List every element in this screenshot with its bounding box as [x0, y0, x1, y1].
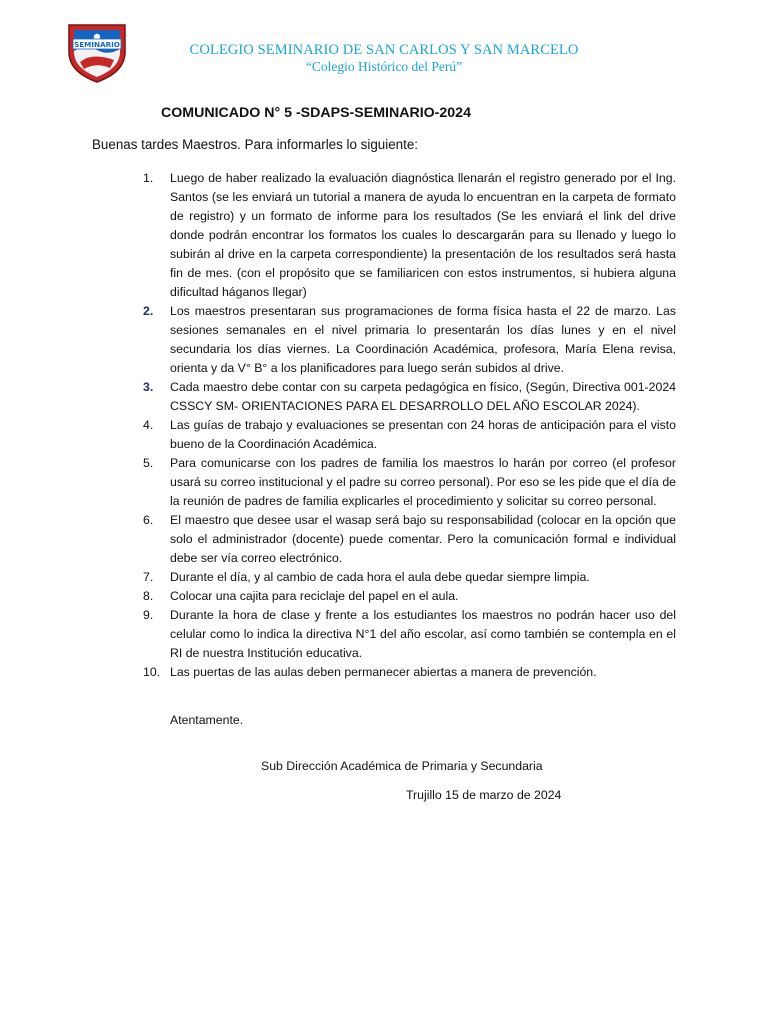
item-number: 10.: [143, 665, 161, 679]
item-text: El maestro que desee usar el wasap será bajo su responsabilidad (colocar en la opción que solo el administrador (docente) puede comentar. Pero la comunicación formal e individual debe ser vía correo electrónico.: [170, 513, 676, 565]
item-number: 6.: [143, 513, 154, 527]
list-item: [143, 454, 676, 511]
logo-text: SEMINARIO: [74, 40, 120, 49]
list-item: [143, 587, 676, 606]
announcement-list: [143, 169, 676, 682]
item-text: Cada maestro debe contar con su carpeta pedagógica en físico, (Según, Directiva 001-2024 CSSCY SM- ORIENTACIONES PARA EL DESARROLLO DEL AÑO ESCOLAR 2024).: [170, 380, 676, 413]
list-item: [143, 169, 676, 302]
list-item: [143, 568, 676, 587]
item-text: Las puertas de las aulas deben permanecer abiertas a manera de prevención.: [170, 665, 597, 679]
item-text: Las guías de trabajo y evaluaciones se presentan con 24 horas de anticipación para el visto bueno de la Coordinación Académica.: [170, 418, 676, 451]
item-number: 8.: [143, 589, 154, 603]
greeting: Buenas tardes Maestros. Para informarles lo siguiente:: [92, 137, 418, 152]
item-number: 9.: [143, 608, 154, 622]
list-item: [143, 416, 676, 454]
item-text: Durante la hora de clase y frente a los estudiantes los maestros no podrán hacer uso del celular como lo indica la directiva N°1 del año escolar, así como también se contempla en el RI de nuestra Institución educativa.: [170, 608, 676, 660]
item-text: Luego de haber realizado la evaluación diagnóstica llenarán el registro generado por el Ing. Santos (se les enviará un tutorial a manera de ayuda lo encuentran en la carpeta de formato de registro) y un formato de informe para los resultados (Se les enviará el link del drive donde podrán encontrar los formatos los cuales lo descargarán para su llenado y luego lo subirán al drive en la carpeta correspondiente) la presentación de los resultados será hasta fin de mes. (con el propósito que se familiaricen con estos instrumentos, si hubiera alguna dificultad háganos llegar): [170, 171, 676, 299]
school-crest-logo: [66, 22, 128, 84]
list-item: [143, 302, 676, 378]
date-line: Trujillo 15 de marzo de 2024: [406, 788, 562, 802]
item-text: Los maestros presentaran sus programaciones de forma física hasta el 22 de marzo. Las sesiones semanales en el nivel primaria lo presentarán los días lunes y en el nivel secundaria los días viernes. La Coordinación Académica, profesora, María Elena revisa, orienta y da V° B° a los planificadores para luego serán subidos al drive.: [170, 304, 676, 375]
item-number: 5.: [143, 456, 154, 470]
item-number: 1.: [143, 171, 154, 185]
item-text: Colocar una cajita para reciclaje del papel en el aula.: [170, 589, 459, 603]
signature-office: Sub Dirección Académica de Primaria y Secundaria: [261, 759, 543, 773]
school-motto: “Colegio Histórico del Perú”: [305, 59, 463, 74]
list-item: [143, 606, 676, 663]
item-number: 4.: [143, 418, 154, 432]
item-text: Para comunicarse con los padres de familia los maestros lo harán por correo (el profesor usará su correo institucional y el padre su correo personal). Por eso se les pide que el día de la reunión de padres de familia explicarles el procedimiento y solicitar su correo personal.: [170, 456, 676, 508]
item-number: 3.: [143, 380, 154, 394]
item-text: Durante el día, y al cambio de cada hora el aula debe quedar siempre limpia.: [170, 570, 590, 584]
list-item: [143, 511, 676, 568]
list-item: [143, 663, 676, 682]
list-item: [143, 378, 676, 416]
item-number: 2.: [143, 304, 154, 318]
document-title: COMUNICADO N° 5 -SDAPS-SEMINARIO-2024: [161, 105, 471, 121]
closing: Atentamente.: [170, 713, 244, 727]
school-name: COLEGIO SEMINARIO DE SAN CARLOS Y SAN MARCELO: [189, 42, 579, 58]
item-number: 7.: [143, 570, 154, 584]
letterhead: [0, 0, 768, 90]
